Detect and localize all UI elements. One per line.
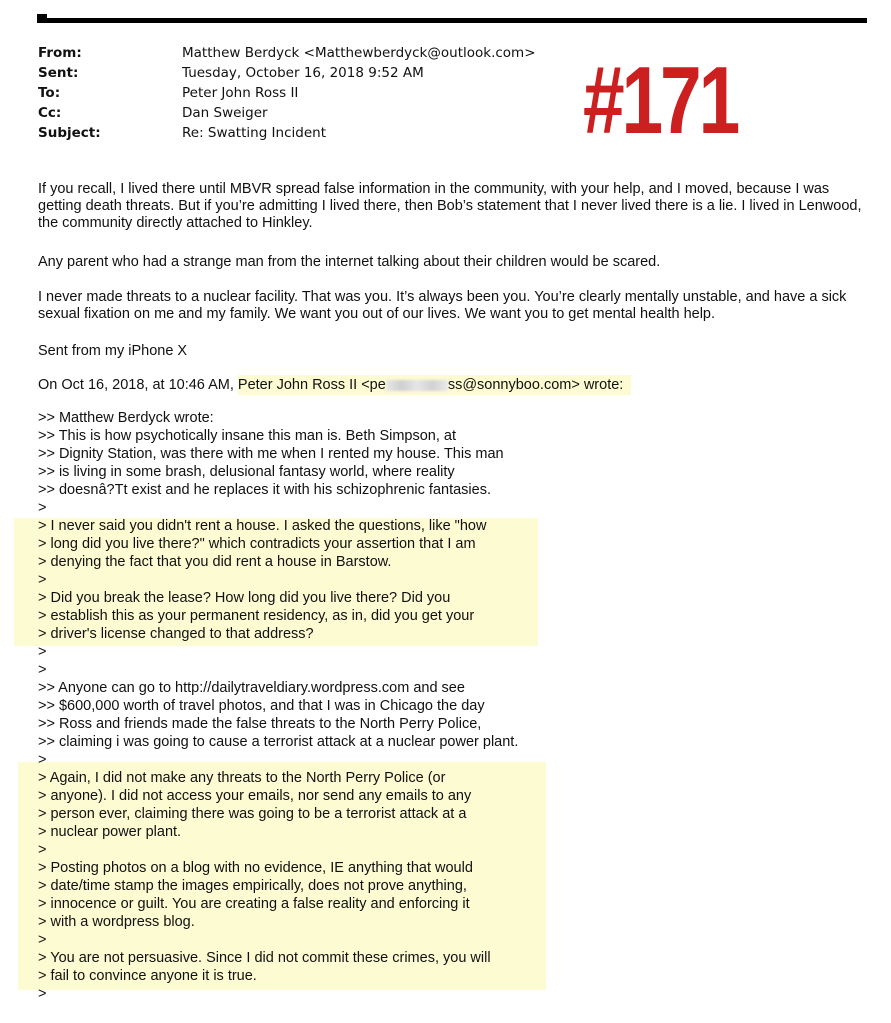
header-value: Dan Sweiger [182, 105, 268, 121]
quoted-thread [38, 409, 578, 1003]
quote-line: > Again, I did not make any threats to the North Perry Police (or [38, 770, 446, 786]
top-rule [37, 18, 867, 23]
quote-line: > [38, 572, 47, 588]
quote-line: >> $600,000 worth of travel photos, and that I was in Chicago the day [38, 698, 485, 714]
header-value: Re: Swatting Incident [182, 125, 326, 141]
quote-line: > [38, 662, 47, 678]
quote-line: > anyone). I did not access your emails, nor send any emails to any [38, 788, 472, 804]
quote-line: > [38, 932, 47, 948]
header-label: Sent: [38, 65, 79, 81]
header-value: Peter John Ross II [182, 85, 299, 101]
paragraph-text: If you recall, I lived there until MBVR spread false information in the community, with your help, and I moved, because I was getting death threats. But if you’re admitting I lived there, then Bob’s statement that I never lived there is a lie. I lived in Lenwood, the community directly attached to Hinkley. [38, 181, 862, 231]
sender-highlight [238, 375, 631, 395]
quote-line: > date/time stamp the images empirically, does not prove anything, [38, 878, 467, 894]
header-row-cc [38, 103, 578, 123]
quote-line: > I never said you didn't rent a house. I asked the questions, like "how [38, 518, 487, 534]
header-label: From: [38, 45, 82, 61]
sender-end: ss@sonnyboo.com> wrote: [447, 377, 624, 393]
redacted-email-blur [386, 380, 448, 391]
quote-line: >> is living in some brash, delusional fantasy world, where reality [38, 464, 455, 480]
quote-line: > [38, 500, 47, 516]
quote-line: >> claiming i was going to cause a terrorist attack at a nuclear power plant. [38, 734, 519, 750]
quote-line: > [38, 752, 47, 768]
paragraph-text: Any parent who had a strange man from the internet talking about their children would be scared. [38, 254, 661, 270]
signature-line [38, 343, 868, 360]
quote-line: >> Matthew Berdyck wrote: [38, 410, 214, 426]
quote-line: > person ever, claiming there was going to be a terrorist attack at a [38, 806, 467, 822]
quote-line: > with a wordpress blog. [38, 914, 195, 930]
body-paragraph-1 [38, 181, 868, 232]
quote-line: > denying the fact that you did rent a house in Barstow. [38, 554, 392, 570]
header-row-subject [38, 123, 578, 143]
quote-line: >> This is how psychotically insane this man is. Beth Simpson, at [38, 428, 457, 444]
header-label: To: [38, 85, 61, 101]
header-row-from [38, 43, 578, 63]
quote-line: > long did you live there?" which contradicts your assertion that I am [38, 536, 476, 552]
header-label: Subject: [38, 125, 101, 141]
quote-line: > fail to convince anyone it is true. [38, 968, 257, 984]
quote-line: > driver's license changed to that address? [38, 626, 314, 642]
sender-start: Peter John Ross II <pe [237, 377, 386, 393]
quote-line: >> doesnâ?Tt exist and he replaces it with his schizophrenic fantasies. [38, 482, 491, 498]
header-value: Tuesday, October 16, 2018 9:52 AM [182, 65, 424, 81]
quote-line: >> Anyone can go to http://dailytraveldiary.wordpress.com and see [38, 680, 465, 696]
reply-attribution-line [38, 377, 868, 394]
paragraph-text: I never made threats to a nuclear facility. That was you. It’s always been you. You’re clearly mentally unstable, and have a sick sexual fixation on me and my family. We want you out of our lives. We want you to get mental health help. [38, 289, 847, 322]
header-row-sent [38, 63, 578, 83]
quote-line: > [38, 644, 47, 660]
header-row-to [38, 83, 578, 103]
quote-line: > [38, 842, 47, 858]
quote-line: > Did you break the lease? How long did you live there? Did you [38, 590, 451, 606]
quote-line: >> Ross and friends made the false threats to the North Perry Police, [38, 716, 482, 732]
quote-line: > nuclear power plant. [38, 824, 182, 840]
attribution-prefix: On Oct 16, 2018, at 10:46 AM, [38, 377, 238, 393]
quote-line: > establish this as your permanent residency, as in, did you get your [38, 608, 475, 624]
quote-line: >> Dignity Station, was there with me when I rented my house. This man [38, 446, 504, 462]
paragraph-text: Sent from my iPhone X [38, 343, 188, 359]
body-paragraph-2 [38, 254, 868, 271]
header-label: Cc: [38, 105, 62, 121]
exhibit-number-stamp: #171 [583, 47, 738, 154]
quote-line: > innocence or guilt. You are creating a false reality and enforcing it [38, 896, 470, 912]
header-value: Matthew Berdyck <Matthewberdyck@outlook.com> [182, 45, 536, 61]
email-header [38, 43, 578, 143]
quote-line: > [38, 986, 47, 1002]
quote-line: > Posting photos on a blog with no evidence, IE anything that would [38, 860, 473, 876]
body-paragraph-3 [38, 289, 868, 323]
quote-line: > You are not persuasive. Since I did not commit these crimes, you will [38, 950, 491, 966]
